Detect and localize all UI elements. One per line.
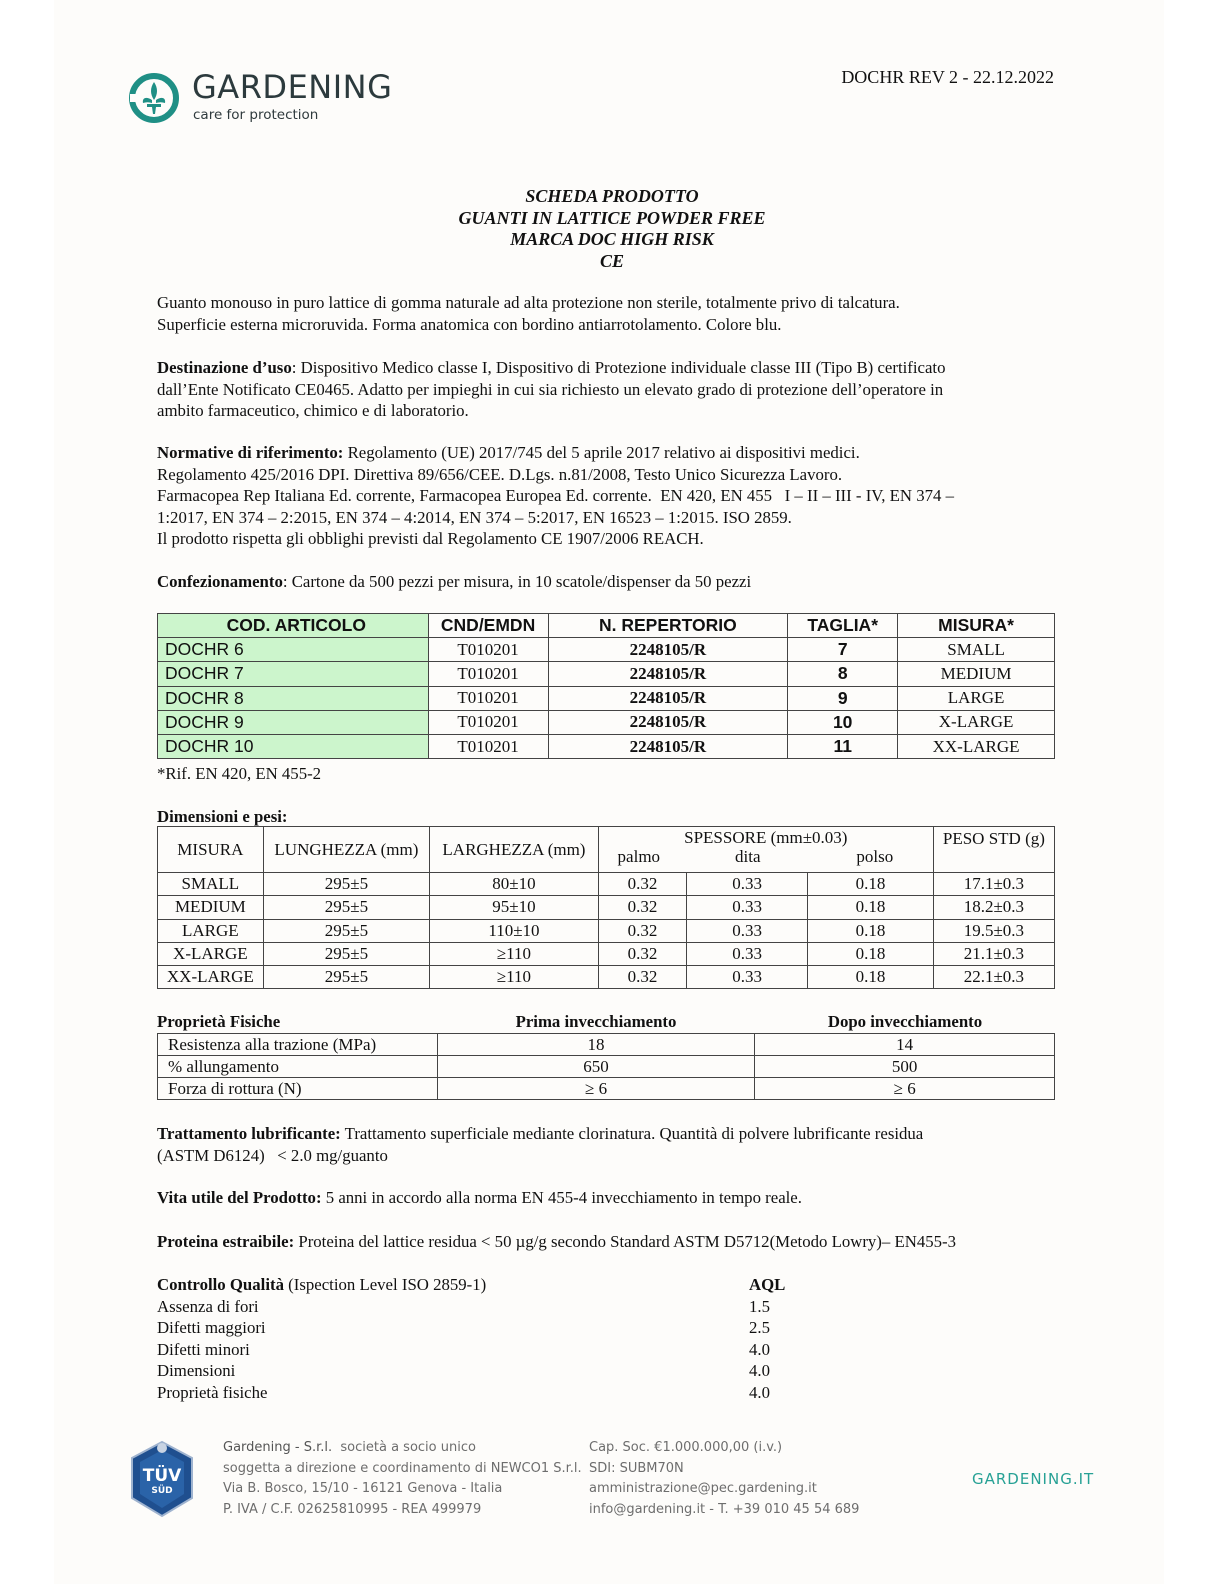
quality-row bbox=[157, 1339, 807, 1361]
header-cell: LUNGHEZZA (mm) bbox=[263, 827, 429, 873]
document-revision: DOCHR REV 2 - 22.12.2022 bbox=[841, 67, 1054, 87]
quality-item: Assenza di fori bbox=[157, 1296, 259, 1316]
table-cell: 8 bbox=[788, 662, 898, 686]
contact-line[interactable]: info@gardening.it - T. +39 010 45 54 689 bbox=[589, 1501, 860, 1517]
section-text: (Ispection Level ISO 2859-1) bbox=[283, 1275, 487, 1294]
table-cell: 17.1±0.3 bbox=[933, 873, 1054, 896]
table-row bbox=[158, 1056, 1055, 1078]
header-cell: CND/EMDN bbox=[428, 614, 548, 638]
text-line: SDI: SUBM70N bbox=[589, 1460, 684, 1476]
aql-value: 4.0 bbox=[749, 1339, 770, 1359]
table-row bbox=[158, 873, 1055, 896]
section-text: 5 anni in accordo alla norma EN 455-4 invecchiamento in tempo reale. bbox=[321, 1188, 802, 1207]
table-row bbox=[158, 919, 1055, 942]
table-cell: 11 bbox=[788, 734, 898, 758]
table-cell: X-LARGE bbox=[158, 942, 264, 965]
table-cell: X-LARGE bbox=[898, 710, 1055, 734]
section-text: Proteina del lattice residua < 50 µg/g secondo Standard ASTM D5712(Metodo Lowry)– EN455-3 bbox=[294, 1232, 956, 1251]
articles-table bbox=[157, 613, 1055, 759]
quality-item: Difetti minori bbox=[157, 1339, 250, 1359]
text-line: (ASTM D6124) < 2.0 mg/guanto bbox=[157, 1145, 388, 1165]
quality-row bbox=[157, 1382, 807, 1404]
article-code: DOCHR 6 bbox=[158, 638, 429, 662]
text-line: ambito farmaceutico, chimico e di laboratorio. bbox=[157, 401, 469, 420]
text-line: Superficie esterna microruvida. Forma anatomica con bordino antiarrotolamento. Colore blu. bbox=[157, 314, 782, 334]
text-line: Guanto monouso in puro lattice di gomma naturale ad alta protezione non sterile, totalmente privo di talcatura. bbox=[157, 293, 900, 312]
table-cell: LARGE bbox=[158, 919, 264, 942]
table-cell: XX-LARGE bbox=[158, 966, 264, 989]
text-line bbox=[157, 442, 1057, 464]
table-row bbox=[158, 1078, 1055, 1100]
table-cell: SMALL bbox=[898, 638, 1055, 662]
header-cell: LARGHEZZA (mm) bbox=[430, 827, 599, 873]
article-code: DOCHR 10 bbox=[158, 734, 429, 758]
table-cell: 2248105/R bbox=[548, 686, 788, 710]
aql-header: AQL bbox=[749, 1275, 786, 1294]
table-cell: T010201 bbox=[428, 734, 548, 758]
article-code: DOCHR 7 bbox=[158, 662, 429, 686]
table-cell: SMALL bbox=[158, 873, 264, 896]
table-cell: 0.18 bbox=[808, 919, 934, 942]
subheader-polso: polso bbox=[856, 847, 894, 866]
table-cell: 0.32 bbox=[598, 896, 686, 919]
tuv-badge-text: TÜV bbox=[142, 1466, 182, 1486]
quality-row bbox=[157, 1317, 807, 1339]
table-header-row bbox=[158, 827, 1055, 873]
packaging-section bbox=[157, 571, 1057, 593]
table-cell: 500 bbox=[755, 1056, 1055, 1078]
table-cell: 295±5 bbox=[263, 942, 429, 965]
text-line: Il prodotto rispetta gli obblighi previsti dal Regolamento CE 1907/2006 REACH. bbox=[157, 529, 704, 548]
company-contacts bbox=[589, 1438, 859, 1520]
table-cell: 0.18 bbox=[808, 942, 934, 965]
table-cell: 18.2±0.3 bbox=[933, 896, 1054, 919]
table-cell: XX-LARGE bbox=[898, 734, 1055, 758]
intended-use-section bbox=[157, 357, 1057, 422]
shelf-life-section bbox=[157, 1187, 1057, 1209]
physical-properties-table bbox=[157, 1033, 1055, 1100]
table-cell: MEDIUM bbox=[898, 662, 1055, 686]
text-line: Regolamento 425/2016 DPI. Direttiva 89/656/CEE. D.Lgs. n.81/2008, Testo Unico Sicurezza Lavoro. bbox=[157, 464, 843, 484]
text-line: Farmacopea Rep Italiana Ed. corrente, Farmacopea Europea Ed. corrente. EN 420, EN 455 I – II – III - IV, EN 374 – bbox=[157, 486, 954, 505]
table-header-row bbox=[158, 614, 1055, 638]
table-cell: 14 bbox=[755, 1034, 1055, 1056]
table-cell: 295±5 bbox=[263, 873, 429, 896]
quality-control-section bbox=[157, 1274, 807, 1403]
title-line: SCHEDA PRODOTTO bbox=[525, 186, 699, 206]
section-text: : Dispositivo Medico classe I, Dispositivo di Protezione individuale classe III (Tipo B) certificato bbox=[291, 358, 946, 377]
header-cell: COD. ARTICOLO bbox=[158, 614, 429, 638]
section-label: Normative di riferimento: bbox=[157, 443, 344, 462]
table-cell: 10 bbox=[788, 710, 898, 734]
table-cell: 19.5±0.3 bbox=[933, 919, 1054, 942]
table-cell: Resistenza alla trazione (MPa) bbox=[158, 1034, 438, 1056]
table-cell: 295±5 bbox=[263, 966, 429, 989]
aql-value: 4.0 bbox=[749, 1361, 770, 1380]
protein-section bbox=[157, 1231, 1057, 1253]
table-row bbox=[158, 966, 1055, 989]
table-cell: 0.33 bbox=[687, 919, 808, 942]
section-text: Trattamento superficiale mediante clorinatura. Quantità di polvere lubrificante residua bbox=[340, 1124, 924, 1143]
header-text: SPESSORE (mm±0.03) bbox=[684, 828, 848, 847]
section-label: Trattamento lubrificante: bbox=[157, 1124, 341, 1143]
company-type: società a socio unico bbox=[332, 1440, 476, 1455]
column-label: Dopo invecchiamento bbox=[827, 1012, 983, 1031]
article-code: DOCHR 8 bbox=[158, 686, 429, 710]
website-link[interactable]: GARDENING.IT bbox=[972, 1470, 1095, 1488]
table-cell: 0.32 bbox=[598, 942, 686, 965]
table-cell: 2248105/R bbox=[548, 710, 788, 734]
table-cell: 0.32 bbox=[598, 919, 686, 942]
section-text: : Cartone da 500 pezzi per misura, in 10 scatole/dispenser da 50 pezzi bbox=[282, 572, 752, 591]
table-cell: 650 bbox=[437, 1056, 755, 1078]
tuv-badge-subtext: SÜD bbox=[151, 1486, 173, 1496]
section-label: Controllo Qualità bbox=[157, 1275, 284, 1294]
table-cell: 2248105/R bbox=[548, 638, 788, 662]
table-cell: ≥110 bbox=[430, 942, 599, 965]
aql-value: 4.0 bbox=[749, 1382, 770, 1402]
table-cell: T010201 bbox=[428, 638, 548, 662]
table-row bbox=[158, 734, 1055, 758]
gardening-logo-icon bbox=[128, 70, 180, 126]
table-cell: 0.33 bbox=[687, 873, 808, 896]
table-cell: T010201 bbox=[428, 710, 548, 734]
text-line: P. IVA / C.F. 02625810995 - REA 499979 bbox=[223, 1501, 482, 1517]
quality-item: Difetti maggiori bbox=[157, 1318, 266, 1337]
table-cell: 0.18 bbox=[808, 873, 934, 896]
table-cell: 80±10 bbox=[430, 873, 599, 896]
table-cell: 110±10 bbox=[430, 919, 599, 942]
table-cell: 0.33 bbox=[687, 966, 808, 989]
table-cell: LARGE bbox=[898, 686, 1055, 710]
text-line: Via B. Bosco, 15/10 - 16121 Genova - Italia bbox=[223, 1481, 503, 1496]
text-line bbox=[157, 357, 1057, 379]
table-row bbox=[158, 638, 1055, 662]
table-cell: 2248105/R bbox=[548, 734, 788, 758]
text-line: Cap. Soc. €1.000.000,00 (i.v.) bbox=[589, 1440, 783, 1455]
table-cell: 21.1±0.3 bbox=[933, 942, 1054, 965]
column-label: Prima invecchiamento bbox=[515, 1012, 677, 1031]
title-line: MARCA DOC HIGH RISK bbox=[510, 229, 714, 249]
header-cell: PESO STD (g) bbox=[933, 827, 1054, 873]
table-cell: 295±5 bbox=[263, 896, 429, 919]
table-cell: T010201 bbox=[428, 686, 548, 710]
title-line: GUANTI IN LATTICE POWDER FREE bbox=[458, 207, 766, 228]
section-label: Proteina estraibile: bbox=[157, 1232, 295, 1251]
table-cell: 0.18 bbox=[808, 966, 934, 989]
section-label: Destinazione d’uso bbox=[157, 358, 292, 377]
company-info bbox=[223, 1438, 582, 1520]
table-cell: 2248105/R bbox=[548, 662, 788, 686]
table-row bbox=[158, 710, 1055, 734]
company-name: Gardening - S.r.l. bbox=[223, 1440, 333, 1455]
table-row bbox=[158, 942, 1055, 965]
table-cell: Forza di rottura (N) bbox=[158, 1078, 438, 1100]
table-row bbox=[158, 686, 1055, 710]
subheader-palmo: palmo bbox=[617, 847, 661, 866]
table-cell: 0.33 bbox=[687, 896, 808, 919]
lubricant-section bbox=[157, 1123, 1057, 1166]
brand-name: GARDENING bbox=[192, 68, 393, 106]
table-cell: 7 bbox=[788, 638, 898, 662]
table-cell: ≥ 6 bbox=[755, 1078, 1055, 1100]
dimensions-title: Dimensioni e pesi: bbox=[157, 807, 288, 826]
table-cell: T010201 bbox=[428, 662, 548, 686]
header-cell: TAGLIA* bbox=[788, 614, 898, 638]
table-cell: 295±5 bbox=[263, 919, 429, 942]
email-link[interactable]: amministrazione@pec.gardening.it bbox=[589, 1481, 817, 1496]
table-cell: ≥110 bbox=[430, 966, 599, 989]
articles-note: *Rif. EN 420, EN 455-2 bbox=[157, 764, 322, 783]
table-row bbox=[158, 1034, 1055, 1056]
quality-row bbox=[157, 1360, 807, 1382]
title-line: CE bbox=[599, 250, 624, 271]
header-cell-spessore bbox=[598, 827, 933, 873]
table-cell: 0.32 bbox=[598, 966, 686, 989]
aql-value: 2.5 bbox=[749, 1318, 770, 1337]
quality-item: Dimensioni bbox=[157, 1361, 236, 1380]
aql-value: 1.5 bbox=[749, 1296, 770, 1316]
table-cell: 22.1±0.3 bbox=[933, 966, 1054, 989]
text-line: 1:2017, EN 374 – 2:2015, EN 374 – 4:2014, EN 374 – 5:2017, EN 16523 – 1:2015. ISO 2859. bbox=[157, 507, 792, 527]
subheader-dita: dita bbox=[735, 847, 761, 866]
table-cell: ≥ 6 bbox=[437, 1078, 755, 1100]
product-description bbox=[157, 292, 1057, 335]
document-title bbox=[0, 186, 1224, 272]
section-label: Vita utile del Prodotto: bbox=[157, 1188, 322, 1207]
tuv-certification-badge bbox=[126, 1440, 198, 1518]
quality-row bbox=[157, 1296, 807, 1318]
table-cell: 0.18 bbox=[808, 896, 934, 919]
table-cell: 18 bbox=[437, 1034, 755, 1056]
section-text: Regolamento (UE) 2017/745 del 5 aprile 2017 relativo ai dispositivi medici. bbox=[343, 443, 860, 462]
text-line: dall’Ente Notificato CE0465. Adatto per impieghi in cui sia richiesto un elevato grado di protezione dell’operatore in bbox=[157, 379, 944, 399]
table-cell: 9 bbox=[788, 686, 898, 710]
article-code: DOCHR 9 bbox=[158, 710, 429, 734]
header-cell: MISURA bbox=[158, 827, 264, 873]
table-cell: % allungamento bbox=[158, 1056, 438, 1078]
table-cell: 0.32 bbox=[598, 873, 686, 896]
header-cell: MISURA* bbox=[898, 614, 1055, 638]
section-label: Proprietà Fisiche bbox=[157, 1012, 281, 1031]
quality-item: Proprietà fisiche bbox=[157, 1382, 268, 1402]
header-cell: N. REPERTORIO bbox=[548, 614, 788, 638]
text-line bbox=[223, 1438, 582, 1459]
table-cell: 0.33 bbox=[687, 942, 808, 965]
text-line bbox=[157, 1274, 807, 1296]
table-cell: 95±10 bbox=[430, 896, 599, 919]
brand-tagline: care for protection bbox=[193, 107, 319, 123]
table-row bbox=[158, 896, 1055, 919]
table-cell: MEDIUM bbox=[158, 896, 264, 919]
standards-section bbox=[157, 442, 1057, 550]
dimensions-table bbox=[157, 826, 1055, 989]
subheader-row bbox=[599, 848, 933, 866]
section-label: Confezionamento bbox=[157, 572, 283, 591]
table-row bbox=[158, 662, 1055, 686]
text-line: soggetta a direzione e coordinamento di NEWCO1 S.r.l. bbox=[223, 1460, 582, 1476]
text-line bbox=[157, 1123, 1057, 1145]
